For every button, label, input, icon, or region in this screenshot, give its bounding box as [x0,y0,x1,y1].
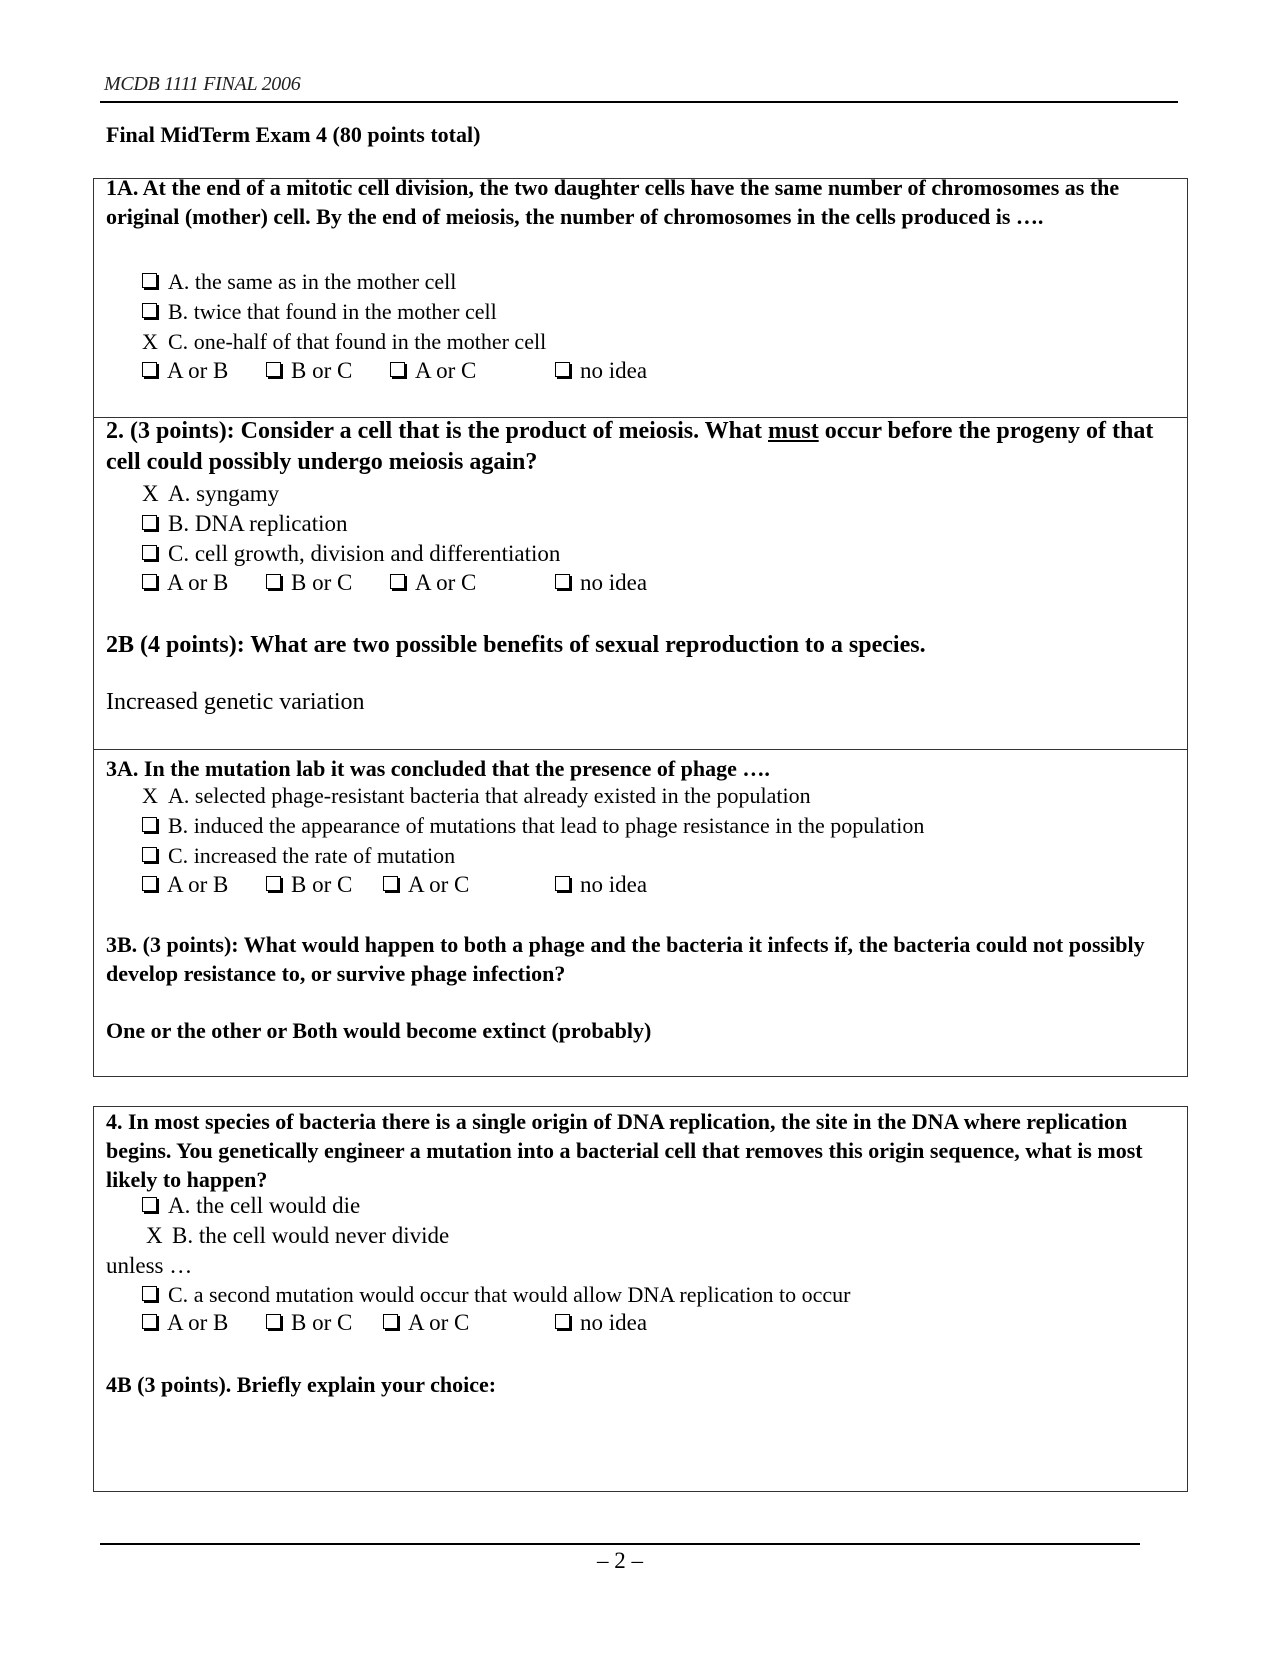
question-1a-text: 1A. At the end of a mitotic cell division, the two daughter cells have the same number of chromosomes as the original (mother) cell. By the end of meiosis, the number of chromosomes in the cells produced is …. [106,175,1120,229]
checkbox-icon[interactable] [266,1314,281,1329]
q2-combo-options [142,570,647,596]
course-header: MCDB 1111 FINAL 2006 [104,73,301,95]
question-3a-text: 3A. In the mutation lab it was concluded that the presence of phage …. [106,756,770,781]
combo-b-or-c[interactable]: B or C [266,872,383,898]
checkbox-icon[interactable] [266,574,281,589]
combo-no-idea[interactable]: no idea [555,1310,647,1336]
combo-b-or-c[interactable]: B or C [266,570,390,596]
checkbox-icon[interactable] [383,876,398,891]
combo-b-or-c[interactable]: B or C [266,358,390,384]
q2-option-b[interactable]: B. DNA replication [142,511,348,537]
footer-rule [100,1543,1140,1545]
q3a-combo-options [142,872,647,898]
question-3-box [93,749,1188,1077]
page-number: – 2 – [597,1548,643,1573]
q1a-option-a[interactable]: A. the same as in the mother cell [142,269,456,295]
q4-unless-text: unless … [106,1253,193,1278]
x-mark: X [146,1223,163,1248]
q1a-option-b[interactable]: B. twice that found in the mother cell [142,299,497,325]
combo-no-idea[interactable]: no idea [555,872,647,898]
question-3b-text: 3B. (3 points): What would happen to both a phage and the bacteria it infects if, the bacteria could not possibly develop resistance to, or survive phage infection? [106,932,1145,986]
combo-a-or-b[interactable]: A or B [142,570,266,596]
x-mark: X [142,329,158,354]
checkbox-icon[interactable] [383,1314,398,1329]
q3a-option-b[interactable]: B. induced the appearance of mutations that lead to phage resistance in the population [142,813,924,839]
q3a-option-c[interactable]: C. increased the rate of mutation [142,843,455,869]
checkbox-icon[interactable] [142,273,157,288]
question-1a-box [93,175,1188,418]
checkbox-icon[interactable] [142,1197,157,1212]
combo-a-or-b[interactable]: A or B [142,872,266,898]
combo-b-or-c[interactable]: B or C [266,1310,383,1336]
question-4-text: 4. In most species of bacteria there is a single origin of DNA replication, the site in the DNA where replication begins. You genetically engineer a mutation into a bacterial cell that removes this origin sequence, what is most likely to happen? [106,1109,1143,1192]
q4-option-b[interactable]: X B. the cell would never divide [146,1223,450,1248]
checkbox-icon[interactable] [142,545,157,560]
question-2b-answer: Increased genetic variation [106,689,365,715]
checkbox-icon[interactable] [142,817,157,832]
checkbox-icon[interactable] [266,876,281,891]
question-3b-answer: One or the other or Both would become extinct (probably) [106,1018,652,1043]
checkbox-icon[interactable] [555,574,570,589]
x-mark: X [142,481,159,506]
x-mark: X [142,783,158,808]
question-4-box [93,1106,1188,1492]
checkbox-icon[interactable] [142,1314,157,1329]
question-4b-text: 4B (3 points). Briefly explain your choice: [106,1372,497,1397]
checkbox-icon[interactable] [555,1314,570,1329]
combo-a-or-b[interactable]: A or B [142,1310,266,1336]
combo-a-or-b[interactable]: A or B [142,358,266,384]
checkbox-icon[interactable] [142,847,157,862]
q1a-option-c[interactable]: X C. one-half of that found in the mother cell [142,329,547,354]
combo-no-idea[interactable]: no idea [555,570,647,596]
question-2-box [93,417,1188,750]
q4-combo-options [142,1310,647,1336]
checkbox-icon[interactable] [142,303,157,318]
checkbox-icon[interactable] [555,362,570,377]
combo-a-or-c[interactable]: A or C [390,358,555,384]
checkbox-icon[interactable] [390,574,405,589]
question-2-text: 2. (3 points): Consider a cell that is the product of meiosis. What must occur before the progeny of that cell could possibly undergo meiosis again? [106,418,1154,475]
checkbox-icon[interactable] [142,515,157,530]
q2-option-c[interactable]: C. cell growth, division and differentiation [142,541,560,567]
checkbox-icon[interactable] [142,1286,157,1301]
q4-option-a[interactable]: A. the cell would die [142,1193,360,1219]
combo-a-or-c[interactable]: A or C [390,570,555,596]
combo-no-idea[interactable]: no idea [555,358,647,384]
question-2b-text: 2B (4 points): What are two possible benefits of sexual reproduction to a species. [106,632,926,658]
checkbox-icon[interactable] [142,574,157,589]
combo-a-or-c[interactable]: A or C [383,872,555,898]
checkbox-icon[interactable] [142,362,157,377]
q1a-combo-options [142,358,647,384]
checkbox-icon[interactable] [266,362,281,377]
combo-a-or-c[interactable]: A or C [383,1310,555,1336]
checkbox-icon[interactable] [142,876,157,891]
header-rule [100,101,1178,103]
q4-option-c[interactable]: C. a second mutation would occur that would allow DNA replication to occur [142,1282,850,1308]
exam-title: Final MidTerm Exam 4 (80 points total) [106,122,481,147]
q2-option-a[interactable]: X A. syngamy [142,481,280,506]
q3a-option-a[interactable]: X A. selected phage-resistant bacteria that already existed in the population [142,783,811,808]
checkbox-icon[interactable] [390,362,405,377]
checkbox-icon[interactable] [555,876,570,891]
